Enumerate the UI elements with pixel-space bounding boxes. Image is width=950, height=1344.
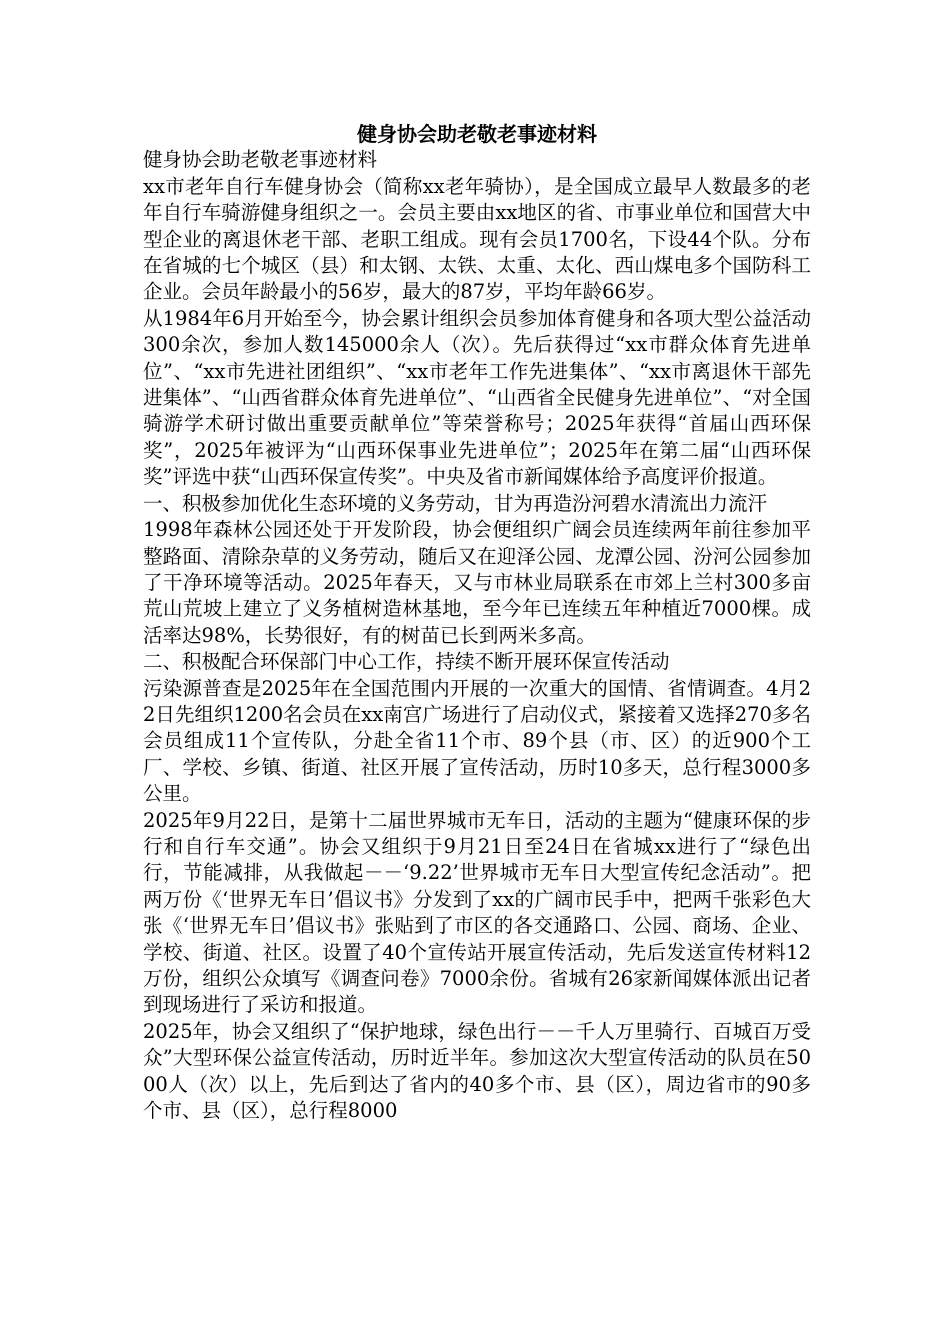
section-heading-2: 二、积极配合环保部门中心工作，持续不断开展环保宣传活动: [143, 650, 670, 674]
intro-paragraph: xx市老年自行车健身协会（简称xx老年骑协），是全国成立最早人数最多的老年自行车骑游健身组织之一。会员主要由xx地区的省、市事业单位和国营大中型企业的离退休老干部、老职工组成。现有会员1700名，下设44个队。分布在省城的七个城区（县）和太钢、太铁、太重、太化、西山煤电多个国防科工企业。会员年龄最小的56岁，最大的87岁，平均年龄66岁。: [143, 174, 811, 304]
subtitle-paragraph: 健身协会助老敬老事迹材料: [143, 148, 378, 172]
section-heading-1: 一、积极参加优化生态环境的义务劳动，甘为再造汾河碧水清流出力流汗: [143, 491, 768, 515]
tree-planting-paragraph: 1998年森林公园还处于开发阶段，协会便组织广阔会员连续两年前往参加平整路面、清除杂草的义务劳动，随后又在迎泽公园、龙潭公园、汾河公园参加了干净环境等活动。2025年春天，又与市林业局联系在市郊上兰村300多亩荒山荒坡上建立了义务植树造林基地，至今年已连续五年种植近7000棵。成活率达98%，长势很好，有的树苗已长到两米多高。: [143, 518, 811, 647]
honors-paragraph: 从1984年6月开始至今，协会累计组织会员参加体育健身和各项大型公益活动300余次，参加人数145000余人（次）。先后获得过“xx市群众体育先进单位”、“xx市先进社团组织”、“xx市老年工作先进集体”、“xx市离退休干部先进集体”、“山西省群众体育先进单位”、“山西省全民健身先进单位”、“对全国骑游学术研讨做出重要贡献单位”等荣誉称号；2025年获得“首届山西环保奖”，2025年被评为“山西环保事业先进单位”；2025年在第二届“山西环保奖”评选中获“山西环保宣传奖”。中央及省市新闻媒体给予高度评价报道。: [143, 306, 811, 489]
car-free-day-paragraph: 2025年9月22日，是第十二届世界城市无车日，活动的主题为“健康环保的步行和自行车交通”。协会又组织于9月21日至24日在省城xx进行了“绿色出行，节能减排，从我做起－－‘9.22’世界城市无车日大型宣传纪念活动”。把两万份《‘世界无车日’倡议书》分发到了xx的广阔市民手中，把两千张彩色大张《‘世界无车日’倡议书》张贴到了市区的各交通路口、公园、商场、企业、学校、街道、社区。设置了40个宣传站开展宣传活动，先后发送宣传材料12万份，组织公众填写《调查问卷》7000余份。省城有26家新闻媒体派出记者到现场进行了采访和报道。: [143, 808, 811, 1017]
green-travel-paragraph: 2025年，协会又组织了“保护地球，绿色出行－－千人万里骑行、百城百万受众”大型环保公益宣传活动，历时近半年。参加这次大型宣传活动的队员在5000人（次）以上，先后到达了省内的40多个市、县（区），周边省市的90多个市、县（区），总行程8000: [143, 1019, 811, 1123]
document-body: [143, 121, 811, 1124]
pollution-census-paragraph: 污染源普查是2025年在全国范围内开展的一次重大的国情、省情调查。4月22日先组织1200名会员在xx南宫广场进行了启动仪式，紧接着又选择270多名会员组成11个宣传队，分赴全省11个市、89个县（市、区）的近900个工厂、学校、乡镇、街道、社区开展了宣传活动，历时10多天，总行程3000多公里。: [143, 676, 811, 806]
document-title: 健身协会助老敬老事迹材料: [357, 122, 597, 146]
